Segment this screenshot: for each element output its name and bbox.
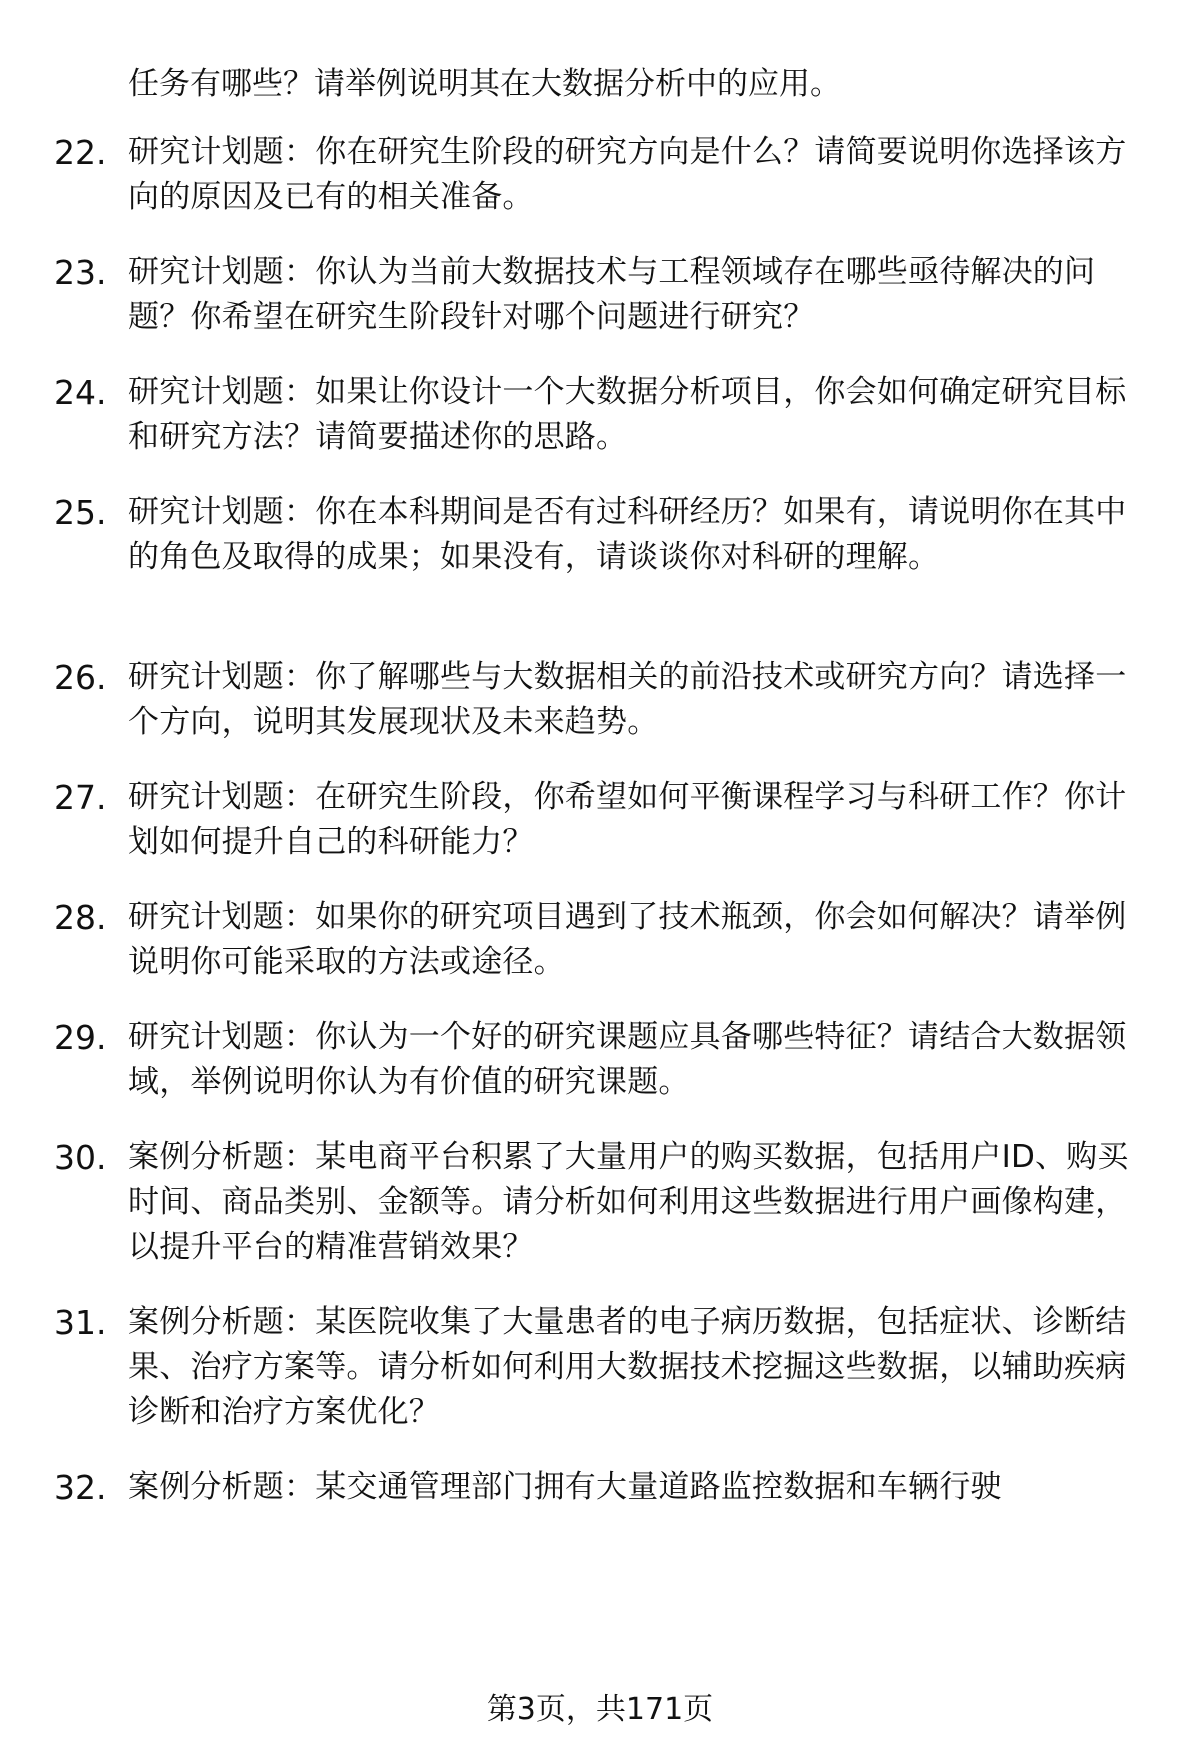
item-number: 24. [54, 373, 107, 412]
item-number: 30. [54, 1138, 107, 1177]
item-text: 研究计划题：如果你的研究项目遇到了技术瓶颈，你会如何解决？请举例说明你可能采取的方法或途径。 [128, 899, 1127, 980]
item-text: 研究计划题：你在本科期间是否有过科研经历？如果有，请说明你在其中的角色及取得的成果；如果没有，请谈谈你对科研的理解。 [128, 494, 1127, 575]
item-text: 案例分析题：某电商平台积累了大量用户的购买数据，包括用户ID、购买时间、商品类别、金额等。请分析如何利用这些数据进行用户画像构建，以提升平台的精准营销效果？ [128, 1139, 1129, 1265]
item-number: 32. [54, 1468, 107, 1507]
item-number: 28. [54, 898, 107, 937]
item-text: 研究计划题：在研究生阶段，你希望如何平衡课程学习与科研工作？你计划如何提升自己的科研能力？ [128, 779, 1127, 860]
page-footer: 第3页，共171页 [486, 1692, 714, 1727]
item-number: 29. [54, 1018, 107, 1057]
item-number: 22. [54, 133, 107, 172]
item-text: 研究计划题：你了解哪些与大数据相关的前沿技术或研究方向？请选择一个方向，说明其发展现状及未来趋势。 [128, 659, 1127, 740]
item-text: 研究计划题：你认为当前大数据技术与工程领域存在哪些亟待解决的问题？你希望在研究生阶段针对哪个问题进行研究？ [128, 254, 1096, 335]
item-text: 研究计划题：你在研究生阶段的研究方向是什么？请简要说明你选择该方向的原因及已有的相关准备。 [128, 134, 1127, 215]
item-number: 31. [54, 1303, 107, 1342]
continuation-text: 任务有哪些？请举例说明其在大数据分析中的应用。 [128, 66, 841, 102]
item-number: 25. [54, 493, 107, 532]
item-number: 26. [54, 658, 107, 697]
item-text: 案例分析题：某交通管理部门拥有大量道路监控数据和车辆行驶 [128, 1469, 1002, 1505]
item-text: 研究计划题：如果让你设计一个大数据分析项目，你会如何确定研究目标和研究方法？请简要描述你的思路。 [128, 374, 1127, 455]
item-number: 27. [54, 778, 107, 817]
item-text: 研究计划题：你认为一个好的研究课题应具备哪些特征？请结合大数据领域，举例说明你认为有价值的研究课题。 [128, 1019, 1127, 1100]
item-number: 23. [54, 253, 107, 292]
item-text: 案例分析题：某医院收集了大量患者的电子病历数据，包括症状、诊断结果、治疗方案等。请分析如何利用大数据技术挖掘这些数据，以辅助疾病诊断和治疗方案优化？ [128, 1304, 1127, 1430]
